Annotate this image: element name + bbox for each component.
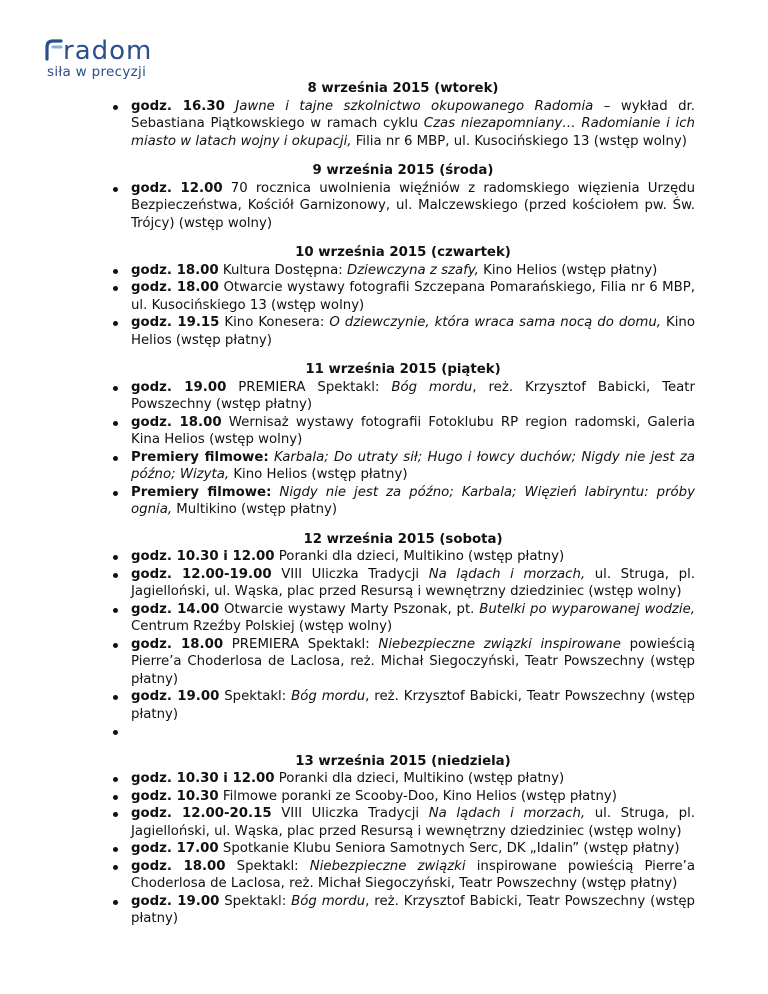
event-text	[225, 99, 235, 114]
event-item	[111, 414, 695, 449]
event-title: Czas niezapomniany… Radomianie i ich miasto w latach wojny i okupacji,	[131, 116, 695, 149]
event-text: powieścią Pierre’a Choderlosa de Laclosa, reż. Michał Siegoczyński, Teatr Powszechny (wstęp płatny)	[131, 636, 695, 687]
event-text: inspirowane powieścią Pierre’a Choderlosa de Laclosa, reż. Michał Siegoczyński, Teatr Powszechny (wstęp płatny)	[131, 858, 696, 891]
day-title: 12 września 2015 (sobota)	[303, 531, 503, 547]
day-title: 10 września 2015 (czwartek)	[295, 245, 511, 260]
event-text: , reż. Krzysztof Babicki, Teatr Powszechny (wstęp płatny)	[131, 379, 695, 412]
event-title: Bóg mordu	[391, 379, 473, 395]
event-item	[111, 723, 695, 741]
event-title: Niebezpieczne związki inspirowane	[378, 636, 621, 652]
event-text: Otwarcie wystawy Marty Pszonak, pt.	[219, 601, 480, 617]
event-time: godz. 19.00	[131, 689, 220, 704]
event-title: O dziewczynie, która wraca sama nocą do domu,	[329, 315, 662, 330]
event-item	[111, 805, 695, 840]
event-text: Kino Helios (wstęp płatny)	[229, 467, 408, 482]
event-list	[111, 180, 695, 233]
event-time: godz. 18.00	[131, 280, 219, 295]
event-text: Kino Konesera:	[219, 315, 330, 330]
event-item	[111, 893, 695, 928]
event-list	[111, 98, 695, 151]
event-time: godz. 16.30	[131, 98, 225, 114]
event-title: Bóg mordu	[291, 689, 366, 704]
event-time: godz. 17.00	[131, 841, 219, 856]
event-list	[111, 379, 695, 519]
event-item	[111, 788, 695, 806]
event-time: godz. 19.00	[131, 893, 220, 909]
event-text: Kino Helios (wstęp płatny)	[478, 262, 658, 278]
event-item	[111, 548, 695, 566]
event-item	[111, 858, 695, 893]
event-item	[111, 180, 695, 233]
event-item	[111, 484, 695, 519]
event-title: Nigdy nie jest za późno; Karbala; Więzień labiryntu: próby ognia,	[131, 484, 695, 517]
event-title: Na lądach i morzach,	[428, 566, 586, 582]
event-item	[111, 636, 695, 689]
event-list	[111, 548, 695, 741]
event-time: Premiery filmowe:	[131, 449, 269, 465]
event-text: Multikino (wstęp płatny)	[172, 502, 338, 517]
event-text: Wernisaż wystawy fotografii Fotoklubu RP region radomski, Galeria Kina Helios (wstęp wolny)	[131, 414, 696, 447]
event-title: Niebezpieczne związki	[309, 858, 466, 874]
day-title: 9 września 2015 (środa)	[312, 163, 494, 178]
event-text: Spektakl:	[225, 858, 310, 874]
day-section	[111, 80, 695, 150]
event-title: Na lądach i morzach,	[428, 806, 586, 821]
event-text: Kultura Dostępna:	[218, 262, 347, 278]
day-section	[111, 753, 695, 928]
event-time: godz. 18.00	[131, 858, 226, 874]
radom-logo-mark	[45, 37, 63, 65]
radom-logo	[45, 37, 175, 83]
event-time: Premiery filmowe:	[131, 484, 272, 500]
event-text: Otwarcie wystawy fotografii Szczepana Pomarańskiego, Filia nr 6 MBP, ul. Kusocińskiego 13 (wstęp wolny)	[131, 280, 696, 313]
event-time: godz. 18.00	[131, 262, 219, 278]
day-section	[111, 361, 695, 519]
event-time: godz. 12.00	[131, 180, 223, 196]
event-item	[111, 770, 695, 788]
event-text: PREMIERA Spektakl:	[226, 379, 392, 395]
event-time: godz. 18.00	[131, 636, 224, 652]
day-title: 8 września 2015 (wtorek)	[307, 81, 499, 96]
event-text: Filmowe poranki ze Scooby-Doo, Kino Helios (wstęp płatny)	[218, 788, 617, 804]
event-item	[111, 840, 695, 858]
event-list	[111, 770, 695, 928]
event-time: godz. 10.30 i 12.00	[131, 771, 275, 786]
logo-wordmark: radom	[63, 36, 153, 66]
event-text: Filia nr 6 MBP, ul. Kusocińskiego 13 (wstęp wolny)	[351, 133, 687, 149]
event-item	[111, 601, 695, 636]
event-item	[111, 688, 695, 723]
event-time: godz. 19.15	[131, 315, 220, 330]
event-item	[111, 449, 695, 484]
event-time: godz. 18.00	[131, 414, 222, 430]
event-text: 70 rocznica uwolnienia więźniów z radomskiego więzienia Urzędu Bezpieczeństwa, Kościół Garnizonowy, ul. Malczewskiego (przed kościołem pw. Św. Trójcy) (wstęp wolny)	[131, 180, 695, 231]
event-time: godz. 19.00	[131, 379, 227, 395]
event-text: Spotkanie Klubu Seniora Samotnych Serc, DK „Idalin” (wstęp płatny)	[218, 841, 680, 856]
event-item	[111, 279, 695, 314]
event-time: godz. 10.30 i 12.00	[131, 549, 275, 564]
event-title: Butelki po wyparowanej wodzie,	[479, 601, 695, 617]
event-text: Poranki dla dzieci, Multikino (wstęp płatny)	[274, 771, 565, 786]
event-text: Poranki dla dzieci, Multikino (wstęp płatny)	[274, 549, 565, 564]
day-section	[111, 244, 695, 349]
event-title: Dziewczyna z szafy,	[346, 262, 479, 278]
day-section	[111, 531, 695, 741]
day-title: 11 września 2015 (piątek)	[305, 362, 501, 377]
event-text: ul. Struga, pl. Jagielloński, ul. Wąska, plac przed Resursą i wewnętrzny dziedziniec (wstęp wolny)	[131, 806, 695, 839]
event-text: VIII Uliczka Tradycji	[271, 806, 429, 821]
day-section	[111, 162, 695, 232]
event-item	[111, 98, 695, 151]
event-text: Spektakl:	[219, 893, 292, 909]
event-schedule	[111, 80, 695, 940]
day-title: 13 września 2015 (niedziela)	[295, 753, 511, 769]
event-text: Spektakl:	[219, 689, 292, 704]
event-text: Centrum Rzeźby Polskiej (wstęp wolny)	[131, 619, 393, 634]
event-time: godz. 12.00-19.00	[131, 566, 272, 582]
event-time: godz. 10.30	[131, 788, 219, 804]
event-text: PREMIERA Spektakl:	[223, 636, 379, 652]
event-title: Jawne i tajne szkolnictwo okupowanego Radomia	[235, 98, 594, 114]
event-title: Bóg mordu	[291, 893, 366, 909]
event-text: , reż. Krzysztof Babicki, Teatr Powszechny (wstęp płatny)	[131, 893, 696, 926]
event-time: godz. 14.00	[131, 601, 220, 617]
event-list	[111, 262, 695, 350]
event-item	[111, 314, 695, 349]
event-text: – wykład dr. Sebastiana Piątkowskiego w ramach cyklu	[131, 98, 695, 131]
event-item	[111, 566, 695, 601]
event-item	[111, 379, 695, 414]
event-text: ul. Struga, pl. Jagielloński, ul. Wąska, plac przed Resursą i wewnętrzny dziedziniec (wstęp wolny)	[131, 566, 695, 599]
logo-tagline: siła w precyzji	[47, 64, 147, 80]
event-title: Karbala; Do utraty sił; Hugo i łowcy duchów; Nigdy nie jest za późno; Wizyta,	[131, 449, 695, 482]
event-time: godz. 12.00-20.15	[131, 806, 272, 821]
event-item	[111, 262, 695, 280]
event-text: Kino Helios (wstęp płatny)	[131, 315, 695, 348]
event-text: , reż. Krzysztof Babicki, Teatr Powszechny (wstęp płatny)	[131, 689, 696, 722]
event-text: VIII Uliczka Tradycji	[271, 566, 429, 582]
